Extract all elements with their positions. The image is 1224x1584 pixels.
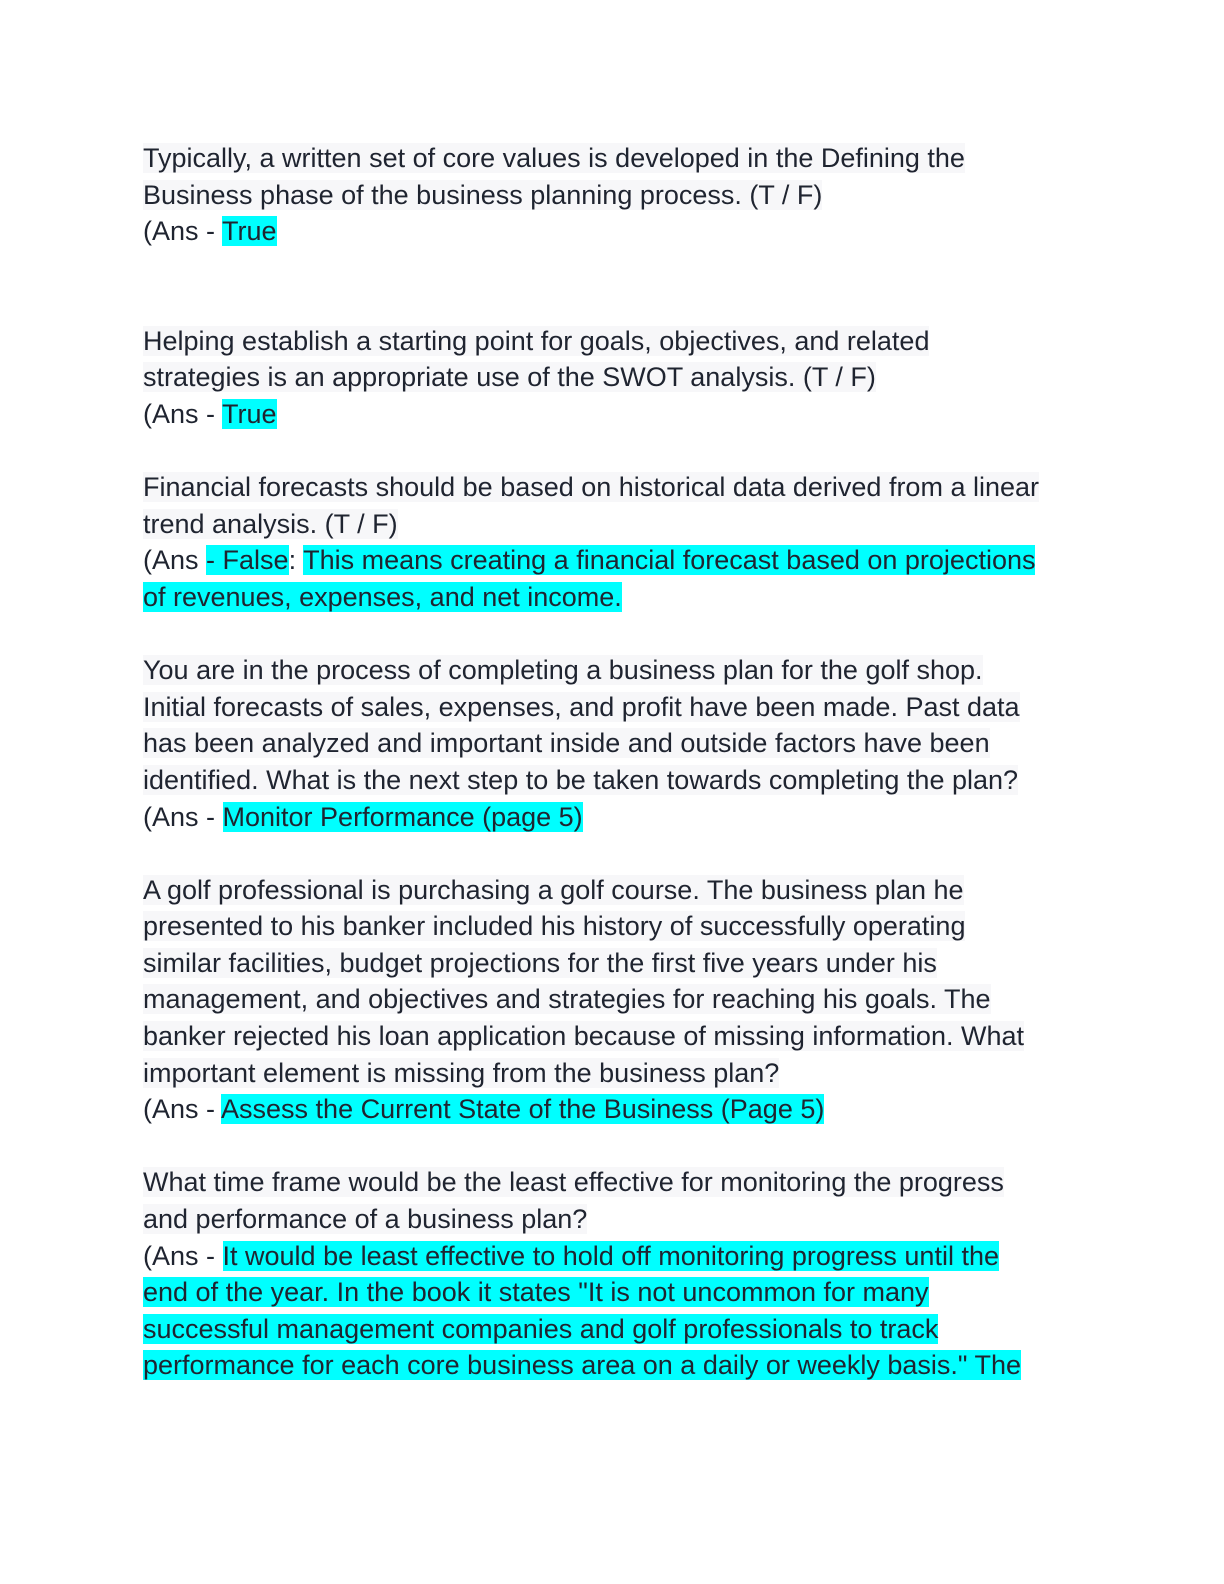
qa-item-4 — [143, 652, 1073, 835]
answer-verdict: - False — [206, 545, 289, 576]
answer-highlight: This means creating a financial forecast based on projections — [303, 545, 1036, 576]
question-line: Business phase of the business planning process. (T / F) — [143, 179, 823, 210]
answer-line — [143, 1311, 1073, 1348]
answer-line — [143, 396, 1073, 433]
question-line: identified. What is the next step to be taken towards completing the plan? — [143, 764, 1019, 795]
question-line: important element is missing from the business plan? — [143, 1057, 780, 1088]
answer-line — [143, 542, 1073, 579]
answer-highlight: Assess the Current State of the Business (Page 5) — [221, 1094, 825, 1125]
answer-line — [143, 579, 1073, 616]
qa-item-6 — [143, 1164, 1073, 1384]
question-line: management, and objectives and strategies for reaching his goals. The — [143, 984, 991, 1015]
answer-line — [143, 1347, 1073, 1384]
answer-highlight: end of the year. In the book it states "It is not uncommon for many — [143, 1277, 929, 1308]
answer-prefix: (Ans — [143, 545, 207, 576]
answer-highlight: True — [222, 216, 277, 247]
answer-colon: : — [288, 545, 304, 576]
question-line: banker rejected his loan application because of missing information. What — [143, 1021, 1024, 1052]
answer-highlight: performance for each core business area on a daily or weekly basis." The — [143, 1350, 1022, 1381]
answer-line — [143, 1274, 1073, 1311]
answer-prefix: (Ans - — [143, 1240, 223, 1271]
question-line: Typically, a written set of core values is developed in the Defining the — [143, 143, 965, 173]
question-line: A golf professional is purchasing a golf course. The business plan he — [143, 874, 964, 905]
question-line: Initial forecasts of sales, expenses, and profit have been made. Past data — [143, 691, 1020, 722]
question-line: Helping establish a starting point for goals, objectives, and related — [143, 325, 930, 356]
answer-highlight: successful management companies and golf professionals to track — [143, 1313, 939, 1344]
question-line: What time frame would be the least effective for monitoring the progress — [143, 1167, 1004, 1198]
answer-highlight: True — [222, 398, 277, 429]
answer-line — [143, 1091, 1073, 1128]
answer-prefix: (Ans - — [143, 216, 223, 247]
answer-prefix: (Ans - — [143, 801, 223, 832]
answer-highlight: of revenues, expenses, and net income. — [143, 581, 622, 612]
answer-line — [143, 799, 1073, 836]
question-line: You are in the process of completing a business plan for the golf shop. — [143, 655, 983, 686]
qa-item-5 — [143, 872, 1073, 1128]
qa-item-3 — [143, 469, 1073, 615]
document-page — [143, 140, 1073, 1384]
answer-highlight: It would be least effective to hold off monitoring progress until the — [222, 1240, 999, 1271]
qa-item-2 — [143, 323, 1073, 433]
question-line: has been analyzed and important inside and outside factors have been — [143, 728, 990, 759]
answer-prefix: (Ans - — [143, 1094, 222, 1125]
question-line: presented to his banker included his history of successfully operating — [143, 911, 966, 942]
question-line: similar facilities, budget projections for the first five years under his — [143, 947, 937, 978]
answer-line — [143, 1238, 1073, 1275]
answer-prefix: (Ans - — [143, 398, 223, 429]
question-line: Financial forecasts should be based on historical data derived from a linear — [143, 472, 1039, 503]
answer-highlight: Monitor Performance (page 5) — [222, 801, 583, 832]
question-line: strategies is an appropriate use of the SWOT analysis. (T / F) — [143, 362, 876, 393]
answer-line — [143, 213, 1073, 250]
qa-item-1 — [143, 140, 1073, 250]
question-line: and performance of a business plan? — [143, 1204, 588, 1235]
question-line: trend analysis. (T / F) — [143, 508, 398, 539]
